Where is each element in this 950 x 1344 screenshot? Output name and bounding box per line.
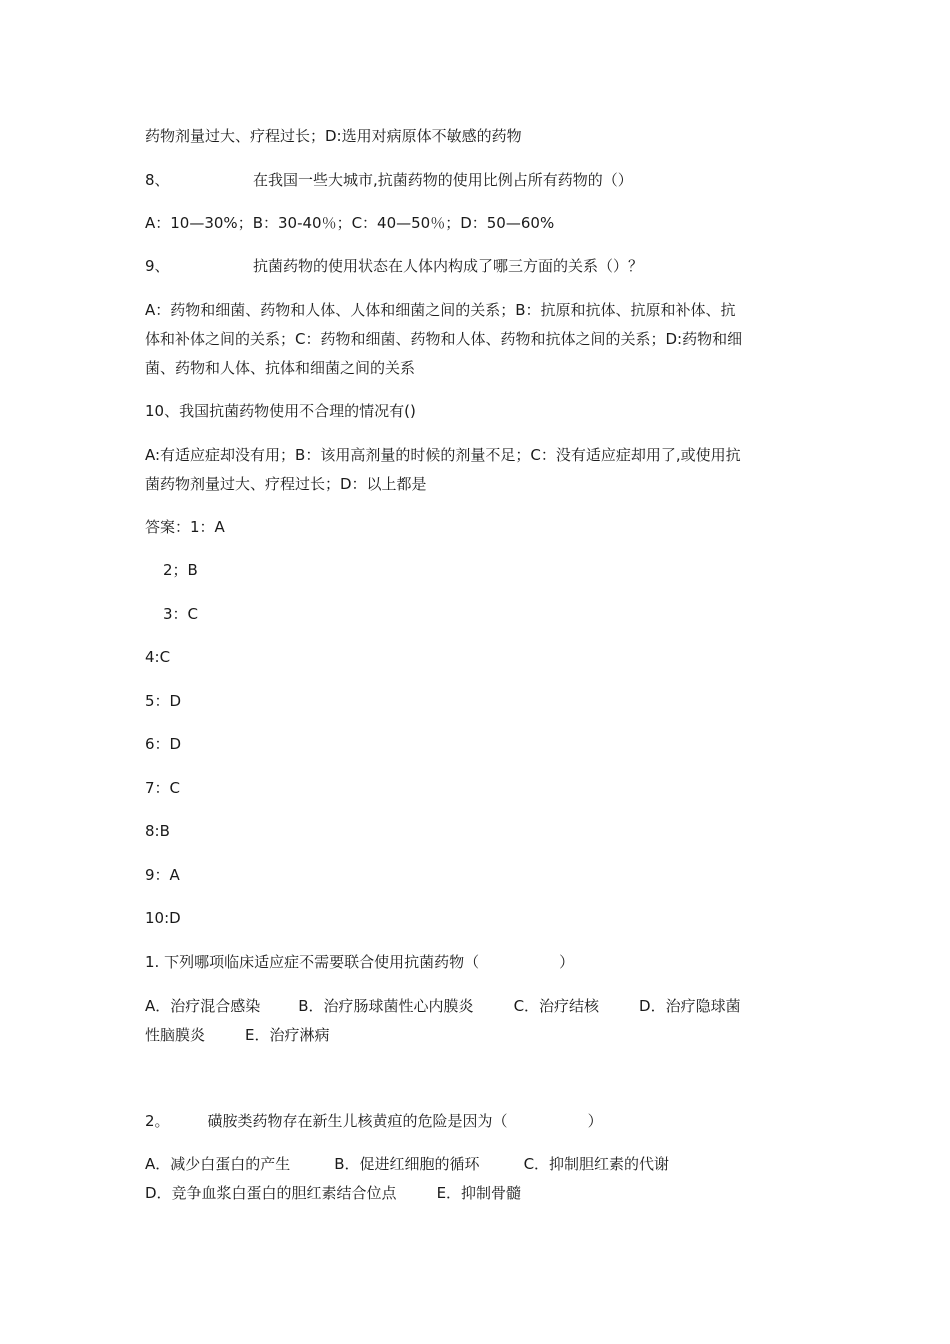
mc-question-1-options-line-2 bbox=[145, 1021, 810, 1050]
option: E．抑制骨髓 bbox=[436, 1184, 522, 1202]
answer-item: 10:D bbox=[145, 909, 181, 927]
answer-item: 2；B bbox=[163, 561, 198, 579]
option: B．促进红细胞的循环 bbox=[334, 1155, 480, 1173]
question-9-options-line-3: 菌、药物和人体、抗体和细菌之间的关系 bbox=[145, 359, 416, 377]
option-continued: 性脑膜炎 bbox=[145, 1026, 206, 1044]
answer-item: 6：D bbox=[145, 735, 182, 753]
mc-question-2 bbox=[145, 1107, 810, 1136]
question-close: ） bbox=[587, 1112, 603, 1130]
question-number: 9、 bbox=[145, 257, 170, 275]
answer-item: 3：C bbox=[163, 605, 199, 623]
mc-question-2-options-line-1 bbox=[145, 1150, 810, 1179]
option: C．抑制胆红素的代谢 bbox=[523, 1155, 670, 1173]
text-line: 药物剂量过大、疗程过长；D:选用对病原体不敏感的药物 bbox=[145, 127, 522, 145]
answer-item: 8:B bbox=[145, 822, 170, 840]
mc-question-1-options-line-1 bbox=[145, 992, 810, 1021]
question-close: ） bbox=[559, 953, 575, 971]
question-stem: 1. 下列哪项临床适应症不需要联合使用抗菌药物（ bbox=[145, 953, 480, 971]
question-text: 在我国一些大城市,抗菌药物的使用比例占所有药物的（） bbox=[253, 171, 633, 189]
mc-question-1 bbox=[145, 948, 810, 977]
question-8-options: A：10—30%；B：30-40％；C：40—50％；D：50—60% bbox=[145, 214, 555, 232]
question-10-options-line-1: A:有适应症却没有用；B：该用高剂量的时候的剂量不足；C：没有适应症却用了,或使用抗 bbox=[145, 446, 741, 464]
question-text: 抗菌药物的使用状态在人体内构成了哪三方面的关系（）？ bbox=[253, 257, 644, 275]
answer-item: 5：D bbox=[145, 692, 182, 710]
question-number: 2。 bbox=[145, 1112, 170, 1130]
option: C．治疗结核 bbox=[513, 997, 600, 1015]
answer-item: 9：A bbox=[145, 866, 180, 884]
mc-question-2-options-line-2 bbox=[145, 1179, 810, 1208]
option: B．治疗肠球菌性心内膜炎 bbox=[298, 997, 474, 1015]
option: D．治疗隐球菌 bbox=[639, 997, 741, 1015]
option: E．治疗淋病 bbox=[245, 1026, 330, 1044]
question-9-options-line-1: A：药物和细菌、药物和人体、人体和细菌之间的关系；B：抗原和抗体、抗原和补体、抗 bbox=[145, 301, 736, 319]
question-8 bbox=[145, 166, 810, 195]
question-10: 10、我国抗菌药物使用不合理的情况有() bbox=[145, 402, 416, 420]
answers-label: 答案：1：A bbox=[145, 518, 225, 536]
option: A．治疗混合感染 bbox=[145, 997, 261, 1015]
question-stem: 磺胺类药物存在新生儿核黄疸的危险是因为（ bbox=[207, 1112, 508, 1130]
answer-item: 4:C bbox=[145, 648, 171, 666]
question-number: 8、 bbox=[145, 171, 170, 189]
question-9-options-line-2: 体和补体之间的关系；C：药物和细菌、药物和人体、药物和抗体之间的关系；D:药物和细 bbox=[145, 330, 743, 348]
question-10-options-line-2: 菌药物剂量过大、疗程过长；D：以上都是 bbox=[145, 475, 427, 493]
option: A．减少白蛋白的产生 bbox=[145, 1155, 291, 1173]
answer-item: 7：C bbox=[145, 779, 181, 797]
question-9 bbox=[145, 252, 810, 281]
option: D．竞争血浆白蛋白的胆红素结合位点 bbox=[145, 1184, 397, 1202]
